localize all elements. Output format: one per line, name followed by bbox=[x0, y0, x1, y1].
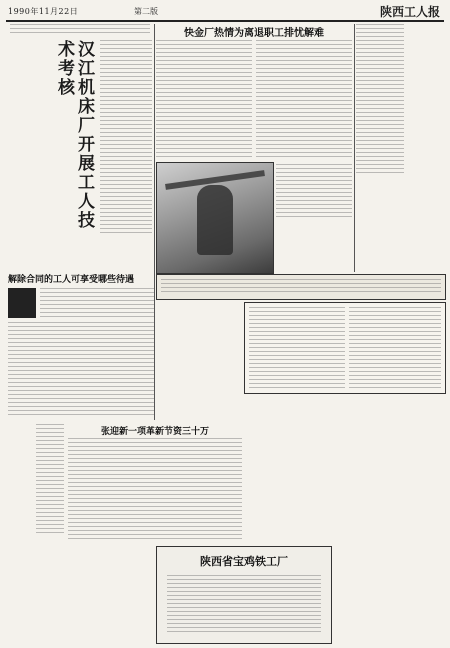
photo-caption bbox=[276, 164, 352, 220]
bottom-left-article bbox=[6, 548, 152, 642]
story-left bbox=[6, 24, 154, 239]
contract-body bbox=[8, 322, 154, 418]
contract-article bbox=[6, 272, 154, 420]
invention-headline: 张迎新一项革新节资三十万 bbox=[100, 427, 209, 437]
brief-article bbox=[344, 396, 444, 516]
bottom-left-body bbox=[36, 424, 64, 534]
story-right-body bbox=[356, 24, 404, 174]
story-middle-body bbox=[256, 40, 352, 158]
story-right bbox=[356, 24, 444, 174]
page-number: 第二版 bbox=[134, 7, 158, 16]
column-logo bbox=[8, 288, 36, 318]
bottom-left-story bbox=[6, 424, 66, 544]
banner-text bbox=[161, 279, 441, 293]
story-left-kicker bbox=[10, 24, 150, 36]
bottom-right-article bbox=[334, 520, 444, 642]
column-rule bbox=[154, 24, 155, 420]
story-middle-body bbox=[156, 40, 252, 158]
story-middle-headline: 快金厂热情为离退职工排忧解难 bbox=[184, 28, 324, 39]
issue-date: 1990年11月22日 bbox=[8, 7, 79, 16]
story-middle bbox=[156, 24, 352, 272]
contract-headline: 解除合同的工人可享受哪些待遇 bbox=[8, 275, 135, 285]
invention-body bbox=[68, 438, 242, 542]
page-header bbox=[6, 4, 444, 22]
middle-article bbox=[156, 302, 240, 420]
banner-box bbox=[156, 274, 446, 300]
masthead: 陕西工人报 bbox=[379, 5, 440, 19]
advertisement bbox=[156, 546, 332, 644]
invention-article bbox=[68, 424, 242, 544]
story-right-continued bbox=[356, 176, 444, 236]
column-rule bbox=[354, 24, 355, 272]
notice-box bbox=[244, 302, 446, 394]
story-left-body bbox=[100, 40, 152, 236]
newspaper-page bbox=[6, 4, 444, 644]
ad-details bbox=[167, 575, 321, 635]
story-left-headline: 汉江机床厂开展工人技术考核 bbox=[54, 40, 94, 230]
photo-figure bbox=[197, 185, 233, 255]
brief-article bbox=[244, 396, 340, 516]
notice-column bbox=[249, 307, 345, 389]
contract-body bbox=[40, 288, 154, 318]
notice-column bbox=[349, 307, 441, 389]
bottom-left-headline bbox=[8, 424, 32, 534]
news-photo bbox=[156, 162, 274, 274]
story-right-headline bbox=[408, 24, 444, 174]
ad-company-name: 陕西省宝鸡铁工厂 bbox=[200, 555, 288, 568]
